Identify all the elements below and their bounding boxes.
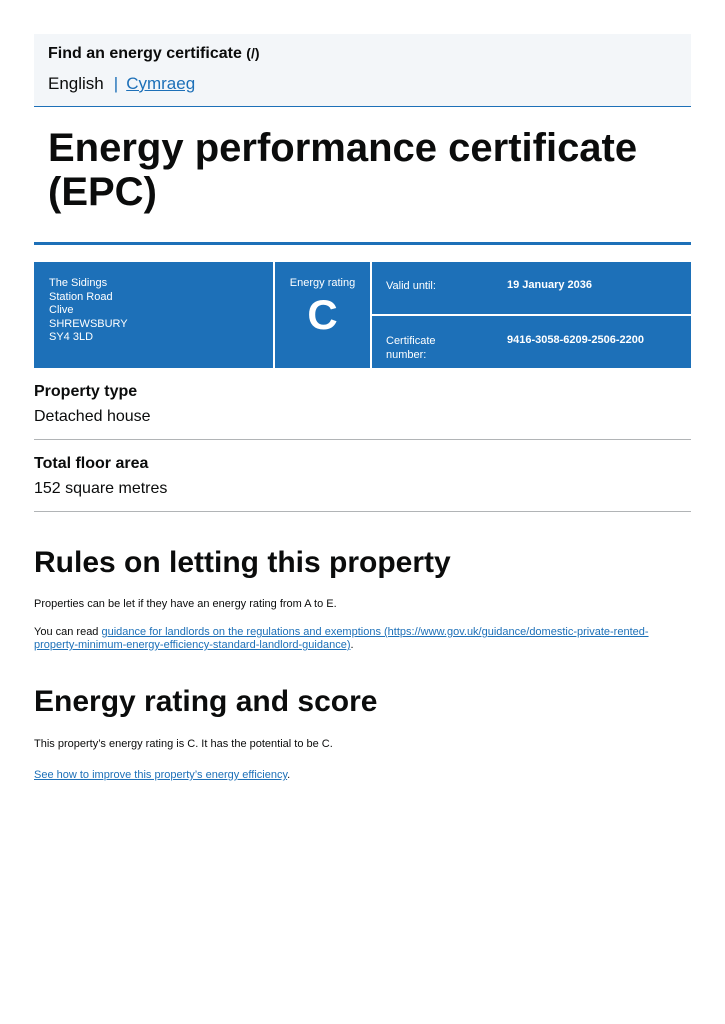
certificate-number-row <box>372 316 691 368</box>
rules-heading: Rules on letting this property <box>34 546 451 579</box>
valid-until-row <box>372 262 691 314</box>
improve-link-suffix: . <box>287 769 291 781</box>
title-divider <box>34 242 691 245</box>
page-title: Energy performance certificate (EPC) <box>48 126 638 214</box>
language-english: English <box>48 74 104 93</box>
improve-efficiency-link[interactable]: See how to improve this property’s energy efficiency <box>34 769 288 781</box>
rules-guidance-prefix: You can read <box>34 626 102 638</box>
site-title-suffix: (/) <box>246 45 260 61</box>
energy-rating-value: C <box>307 291 338 338</box>
address-line: SY4 3LD <box>49 331 94 343</box>
property-address <box>34 262 273 368</box>
address-line: Clive <box>49 304 74 316</box>
property-type-field <box>34 382 691 440</box>
energy-rating-text: This property’s energy rating is C. It has the potential to be C. <box>34 738 333 750</box>
epc-summary <box>34 262 691 368</box>
language-cymraeg-link[interactable]: Cymraeg <box>126 74 196 93</box>
valid-until-value: 19 January 2036 <box>507 279 593 291</box>
energy-rating-box <box>275 262 370 368</box>
property-type-label: Property type <box>34 383 138 400</box>
floor-area-field <box>34 454 691 512</box>
address-line: The Sidings <box>49 277 108 289</box>
certificate-number-label: Certificate number: <box>386 335 436 361</box>
language-switcher <box>48 74 195 94</box>
landlord-guidance-link[interactable]: guidance for landlords on the regulations and exemptions (https://www.gov.uk/guidance/domestic-private-rented-property-minimum-energy-efficiency-standard-landlord-guidance) <box>34 626 649 651</box>
language-separator: | <box>113 74 119 93</box>
site-title-text: Find an energy certificate <box>48 45 242 62</box>
address-line: SHREWSBURY <box>49 317 128 330</box>
energy-rating-label: Energy rating <box>289 277 356 289</box>
certificate-number-value: 9416-3058-6209-2506-2200 <box>507 334 645 346</box>
floor-area-value: 152 square metres <box>34 480 168 497</box>
energy-rating-heading: Energy rating and score <box>34 685 378 718</box>
rules-guidance-suffix: . <box>350 639 354 651</box>
improve-paragraph <box>34 769 684 782</box>
site-title-link[interactable] <box>48 45 260 63</box>
valid-until-label: Valid until: <box>386 280 436 292</box>
property-type-value: Detached house <box>34 408 151 425</box>
rules-text: Properties can be let if they have an energy rating from A to E. <box>34 598 337 610</box>
floor-area-label: Total floor area <box>34 455 149 472</box>
rules-guidance-paragraph <box>34 626 684 652</box>
address-line: Station Road <box>49 290 113 303</box>
site-header <box>34 34 691 107</box>
